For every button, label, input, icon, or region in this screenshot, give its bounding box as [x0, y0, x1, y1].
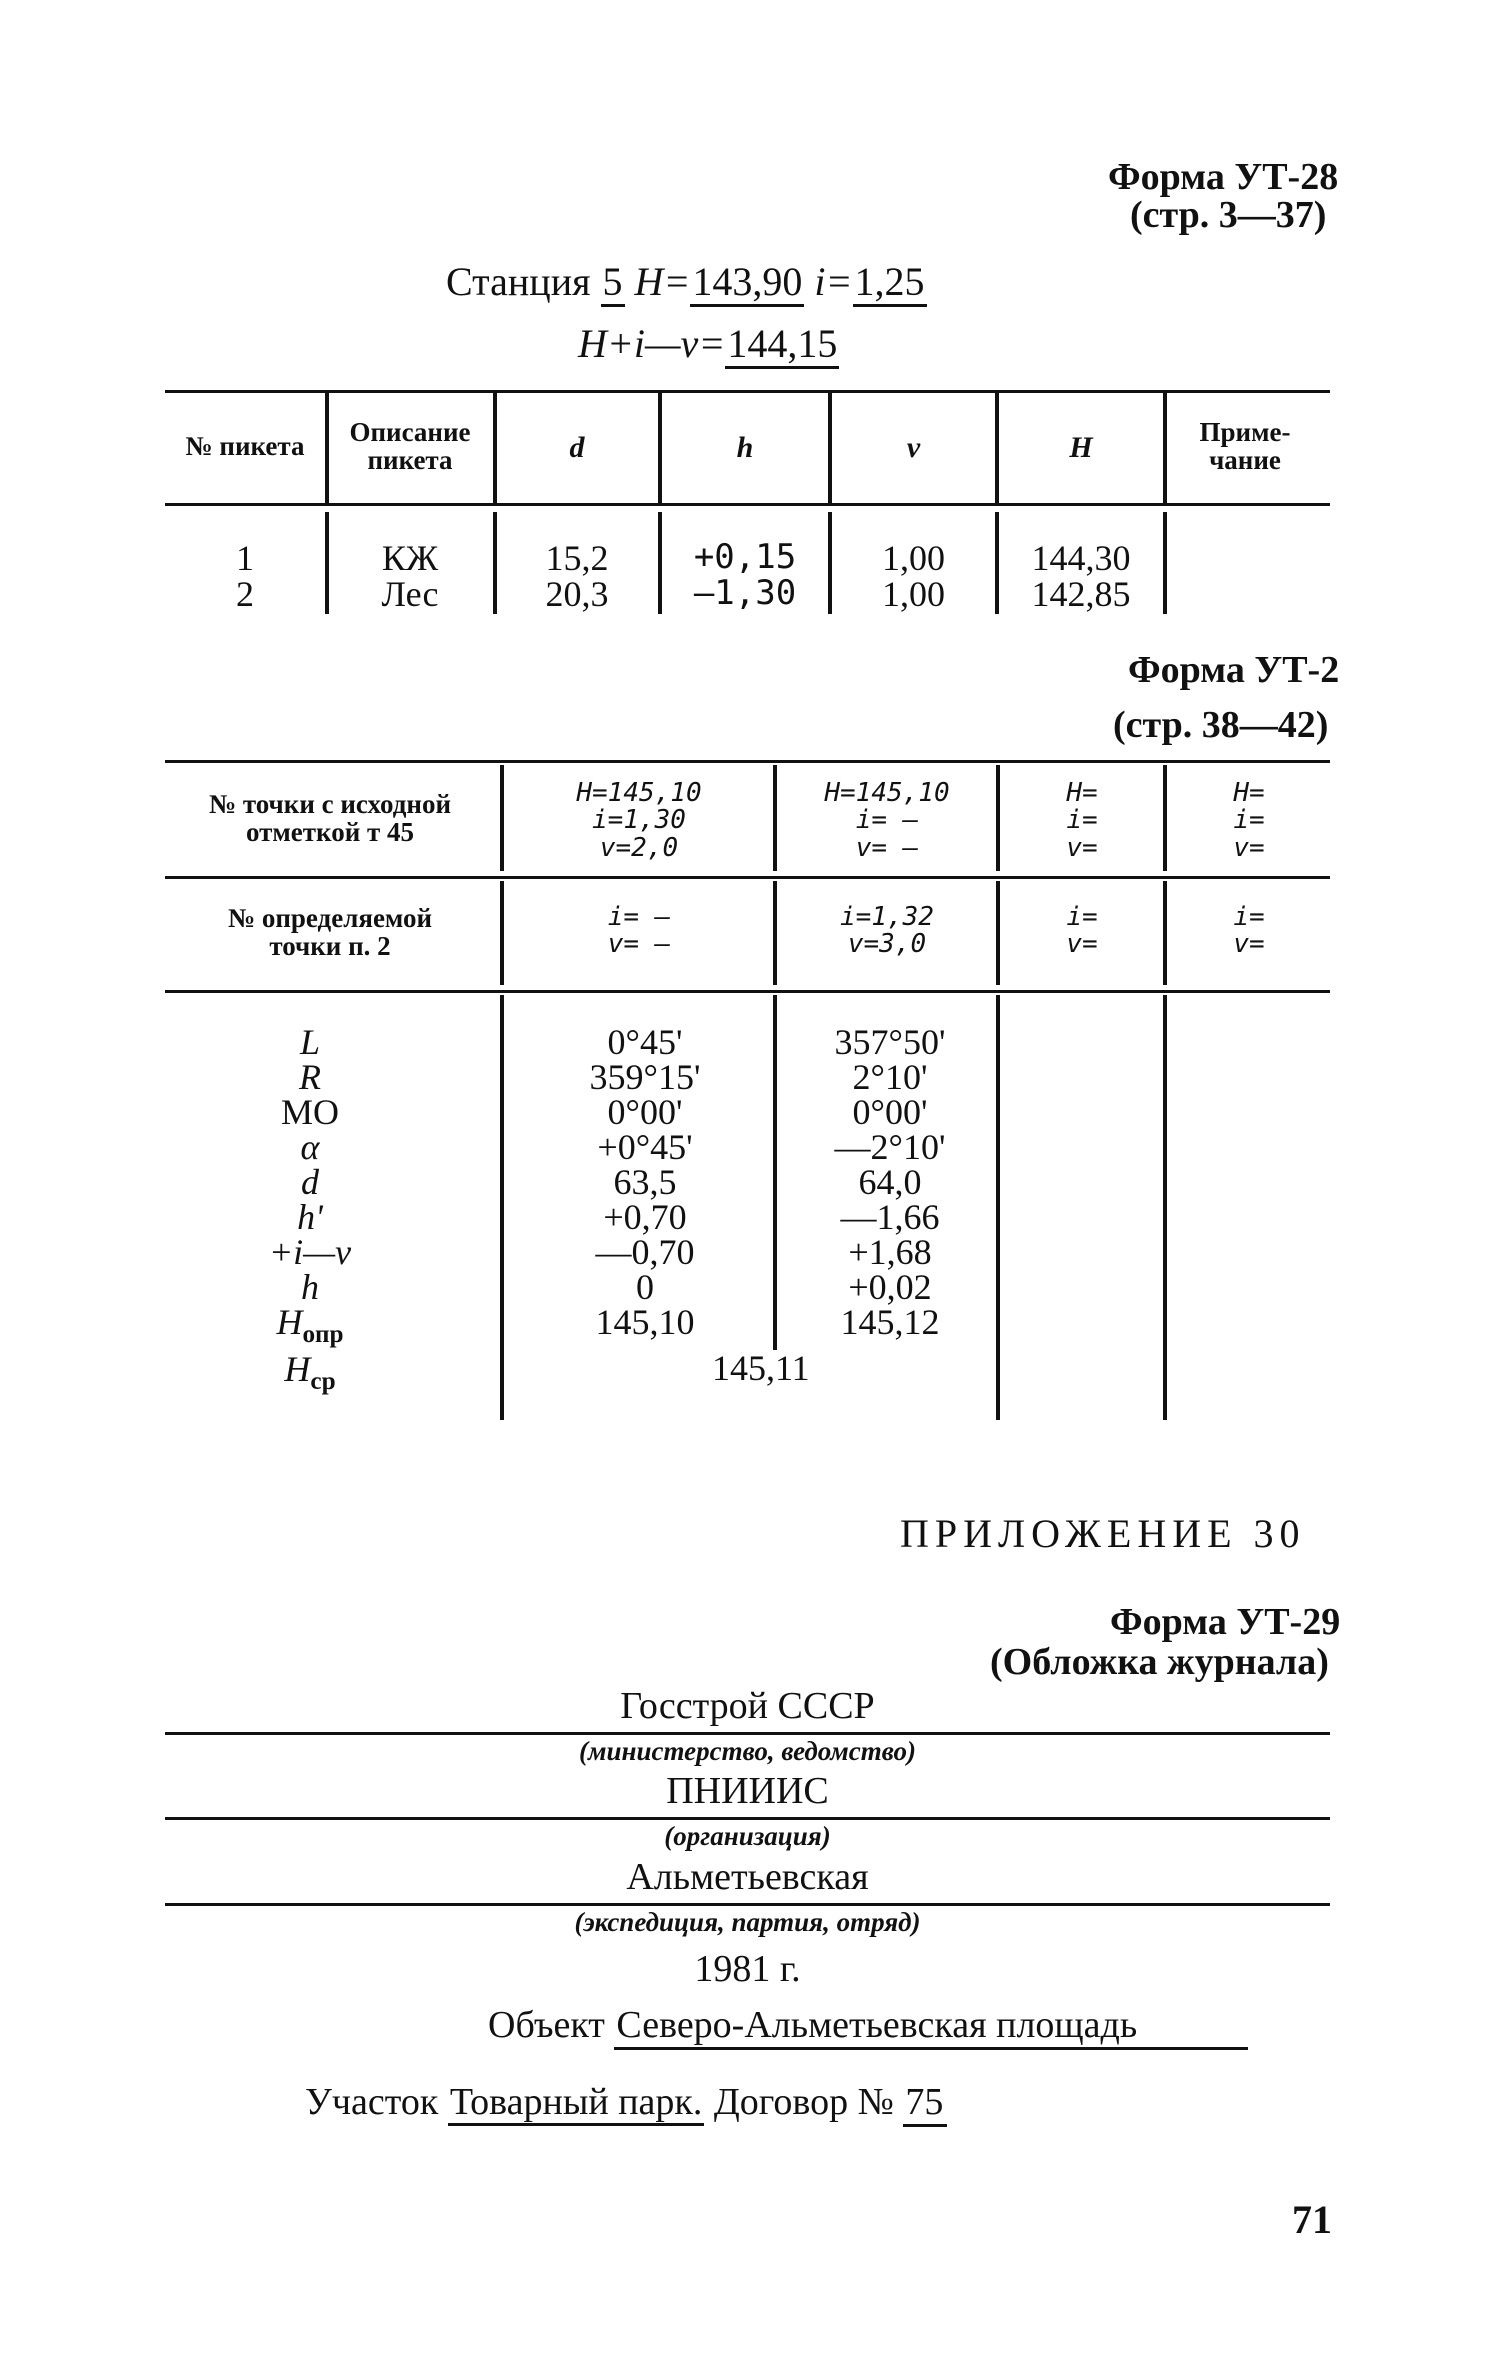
cover-object-value: Северо-Альметьевская площадь [614, 2003, 1248, 2050]
col1-h: 0 [636, 1267, 654, 1307]
param-h-prime: h' [297, 1197, 323, 1237]
col2-alpha: —2°10' [834, 1127, 946, 1167]
cell-v-2: 1,00 [882, 574, 945, 614]
param-MO: MO [280, 1092, 339, 1132]
col2-i-minus-v: +1,68 [848, 1232, 932, 1272]
cell-picket-1: 1 [236, 538, 254, 578]
defined-col3 [1001, 904, 1163, 959]
col2-L: 357°50' [834, 1022, 946, 1062]
defined-point-label-line1: № определяемой [227, 903, 433, 933]
station-line [446, 258, 927, 305]
cover-expedition: Альметьевская [626, 1856, 869, 1898]
col2-MO: 0°00' [852, 1092, 928, 1132]
h-average-value: 145,11 [712, 1348, 810, 1388]
initial-col4-i: i= [1233, 805, 1265, 836]
appendix-title: ПРИЛОЖЕНИЕ 30 [900, 1511, 1306, 1556]
form-pages-ut28: (стр. 3—37) [1130, 194, 1327, 236]
defined-col4-v: v= [1233, 929, 1265, 960]
param-h-sr-letter: H [284, 1349, 311, 1389]
cover-section-value: Товарный парк. [448, 2081, 705, 2126]
col1-h-prime: +0,70 [603, 1197, 687, 1237]
form-title-ut28: Форма УТ-28 [1108, 156, 1339, 198]
station-sum-value: 144,15 [725, 321, 839, 369]
initial-col1-v: v=2,0 [599, 832, 679, 863]
station-i-label: i= [814, 259, 853, 304]
defined-col1 [505, 904, 773, 959]
form-subtitle-ut29: (Обложка журнала) [990, 1641, 1329, 1683]
defined-point-label-line2: точки п. 2 [269, 931, 391, 962]
cover-section-line [305, 2080, 947, 2127]
form-title-ut2: Форма УТ-2 [1128, 649, 1340, 691]
param-h-sr-sub: ср [310, 1368, 336, 1395]
initial-col1 [505, 780, 773, 862]
col1-R: 359°15' [589, 1057, 701, 1097]
col1-L: 0°45' [607, 1022, 683, 1062]
col1-h-opr: 145,10 [595, 1302, 695, 1342]
defined-col2 [778, 904, 996, 959]
col1-alpha: +0°45' [597, 1127, 693, 1167]
header-picket-description: Описание пикета [349, 417, 471, 476]
param-L: L [299, 1022, 321, 1062]
param-h-opr-sub: опр [302, 1321, 344, 1348]
param-labels [225, 1022, 395, 1399]
form-title-ut29: Форма УТ-29 [1110, 1601, 1341, 1643]
station-sum-label: H+i—v= [578, 321, 726, 366]
cover-object-line [488, 2003, 1248, 2050]
cover-section-label: Участок [305, 2081, 439, 2123]
col2-h-prime: —1,66 [840, 1197, 940, 1237]
param-alpha: α [300, 1127, 320, 1167]
col2-h: +0,02 [848, 1267, 932, 1307]
defined-col3-i: i= [1066, 902, 1098, 932]
col1-values [545, 1022, 745, 1342]
header-h: h [736, 431, 754, 464]
cover-year: 1981 г. [694, 1948, 801, 1990]
initial-col4-v: v= [1233, 832, 1265, 863]
station-h-value: 143,90 [690, 259, 804, 307]
station-label: Станция [446, 259, 591, 304]
param-R: R [299, 1057, 321, 1097]
initial-col3-v: v= [1066, 832, 1098, 863]
col2-values [800, 1022, 980, 1342]
col2-h-opr: 145,12 [840, 1302, 940, 1342]
page-number: 71 [1292, 2197, 1332, 2242]
col1-i-minus-v: —0,70 [595, 1232, 695, 1272]
param-h-sr [225, 1349, 395, 1399]
initial-col4 [1168, 780, 1330, 862]
header-H: H [1069, 431, 1093, 464]
cell-h-1: +0,15 [693, 537, 797, 577]
initial-col2-i: i= — [855, 805, 919, 836]
cover-object-label: Объект [488, 2004, 605, 2046]
cell-v-1: 1,00 [882, 538, 945, 578]
form-pages-ut2: (стр. 38—42) [1113, 704, 1329, 746]
station-i-value: 1,25 [853, 259, 927, 307]
cell-h-2: —1,30 [693, 573, 797, 613]
initial-col1-h: H=145,10 [576, 778, 702, 808]
initial-col3 [1001, 780, 1163, 862]
defined-point-label [165, 904, 495, 961]
defined-col3-v: v= [1066, 929, 1098, 960]
cell-d-2: 20,3 [545, 574, 609, 614]
cell-d-1: 15,2 [545, 538, 609, 578]
initial-point-label-line1: № точки с исходной [208, 789, 452, 819]
defined-col2-i: i=1,32 [840, 902, 934, 932]
initial-point-label-line2: отметкой т 45 [245, 817, 415, 848]
cover-expedition-caption: (экспедиция, партия, отряд) [574, 1907, 921, 1937]
station-number: 5 [601, 259, 625, 307]
initial-col2-h: H=145,10 [824, 778, 950, 808]
station-sum-line [578, 320, 839, 367]
defined-col1-v: v= — [607, 929, 671, 960]
station-h-label: H= [634, 259, 691, 304]
defined-col2-v: v=3,0 [847, 929, 927, 960]
initial-point-label [165, 790, 495, 847]
param-h-opr-letter: H [276, 1302, 303, 1342]
initial-col3-i: i= [1066, 805, 1098, 836]
col1-d: 63,5 [613, 1162, 677, 1202]
header-d: d [569, 431, 585, 464]
cell-H-2: 142,85 [1031, 574, 1131, 614]
param-i-minus-v: +i—v [268, 1232, 352, 1272]
initial-col4-h: H= [1233, 778, 1265, 808]
cover-contract-value: 75 [903, 2080, 947, 2127]
col2-R: 2°10' [852, 1057, 928, 1097]
initial-col3-h: H= [1066, 778, 1098, 808]
col1-MO: 0°00' [607, 1092, 683, 1132]
defined-col4-i: i= [1233, 902, 1265, 932]
cell-desc-2: Лес [381, 574, 439, 614]
header-picket-number: № пикета [185, 431, 305, 461]
param-h: h [301, 1267, 319, 1307]
defined-col4 [1168, 904, 1330, 959]
cover-contract-label: Договор № [713, 2081, 894, 2123]
header-v: v [906, 431, 921, 464]
col2-d: 64,0 [858, 1162, 922, 1202]
cover-ministry: Госстрой СССР [620, 1685, 875, 1727]
param-d: d [301, 1162, 319, 1202]
initial-col2 [778, 780, 996, 862]
cover-organization: ПНИИИС [666, 1770, 829, 1812]
param-h-opr [225, 1302, 395, 1352]
cell-picket-2: 2 [236, 574, 254, 614]
cell-H-1: 144,30 [1031, 538, 1131, 578]
cover-ministry-caption: (министерство, ведомство) [579, 1736, 916, 1766]
header-note: Приме-чание [1199, 417, 1291, 476]
initial-col2-v: v= — [855, 832, 919, 863]
initial-col1-i: i=1,30 [592, 805, 686, 836]
cell-desc-1: КЖ [381, 538, 439, 578]
defined-col1-i: i= — [607, 902, 671, 932]
cover-organization-caption: (организация) [664, 1821, 831, 1851]
